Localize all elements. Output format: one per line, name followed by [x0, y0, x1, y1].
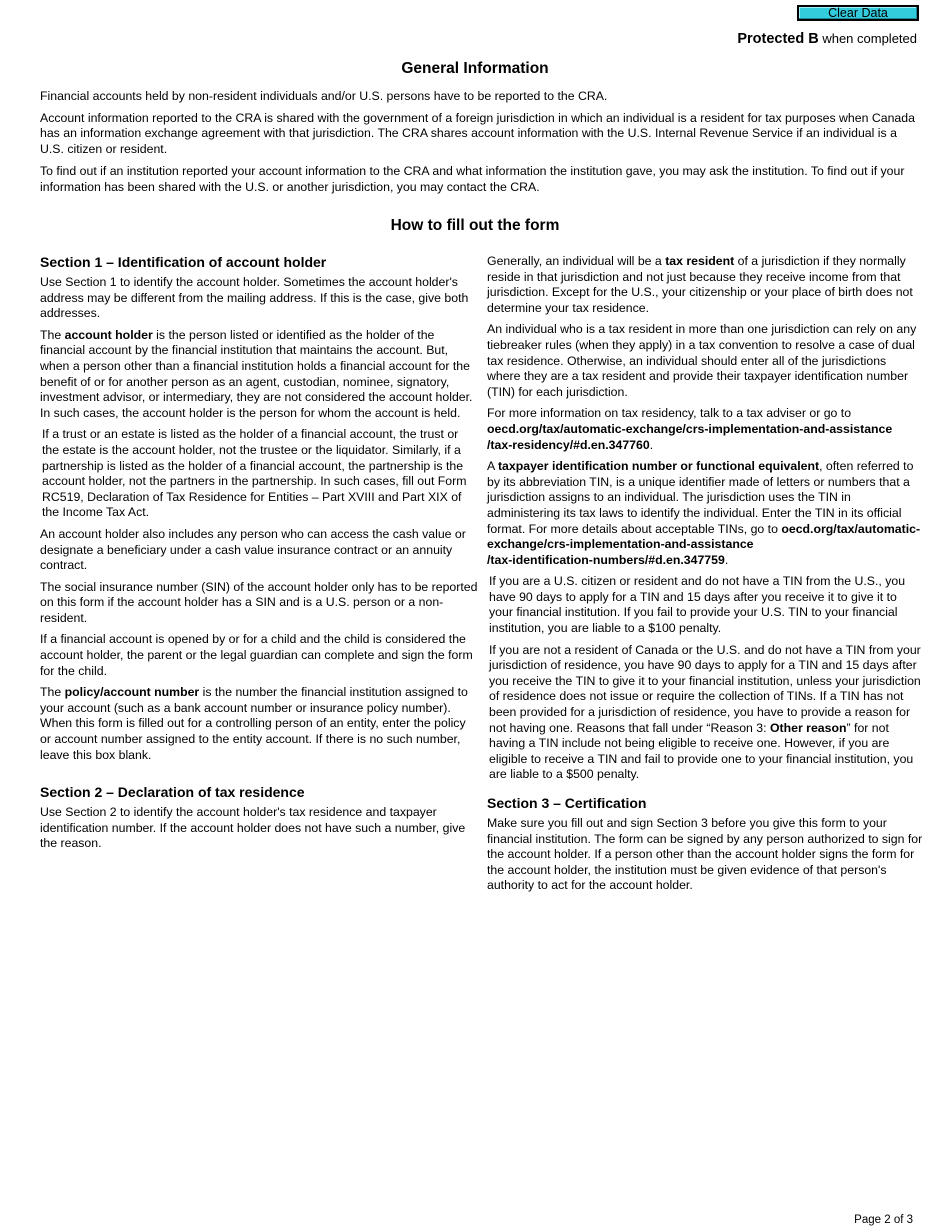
other-reason-term: Other reason: [769, 720, 847, 735]
text: If you are not a resident of Canada or the U.S. and do not have a TIN from your jurisdiction of residence, you have 90 days to apply for a TIN and 15 days after you receive the TIN to give it to your financial institution, unless your jurisdiction of residence does not issue or require the collection of TINs. If a TIN has not been provided for a jurisdiction of residence, you have to provide a reason for not having one. Reasons that fall under “Reason 3:: [489, 642, 921, 735]
general-paragraph: Financial accounts held by non-resident individuals and/or U.S. persons have to be reported to the CRA.: [40, 89, 608, 103]
section-3-paragraph: Make sure you fill out and sign Section 3 before you give this form to your financial institution. The form can be signed by any person authorized to sign for the account holder. If a person other than the account holder signs the form for the account holder, the institution must be given evidence of that person's authority to act for the account holder.: [487, 816, 923, 893]
left-column: [40, 254, 478, 858]
protected-b-notice: [737, 31, 917, 48]
text: is the number the financial institution assigned to your account (such as a bank account number or insurance policy number). When this form is filled out for a controlling person of an entity, enter the policy or account number assigned to the entity account. If there is no such number, leave this box blank.: [40, 685, 468, 762]
right-column: [487, 254, 923, 900]
text: is the person listed or identified as the holder of the financial account by the financial institution that maintains the account. But, when a person other than a financial institution holds a financial account for the benefit of or for another person as an agent, custodian, nominee, signatory, investment advisor, or intermediary, they are not considered the account holder. In such cases, the account holder is the person for whom the account is held.: [40, 327, 473, 420]
tin-term: taxpayer identification number or functional equivalent: [497, 459, 820, 474]
text: The: [40, 327, 65, 342]
policy-number-paragraph: [40, 685, 478, 763]
us-tin-penalty-paragraph: If you are a U.S. citizen or resident and do not have a TIN from the U.S., you have 90 days to apply for a TIN and 15 days after you receive it to give it to your financial institution. If you fail to provide your U.S. TIN to your financial institution, you are liable to a $100 penalty.: [489, 574, 906, 636]
general-information-title: General Information: [401, 60, 549, 77]
tax-residency-link[interactable]: oecd.org/tax/automatic-exchange/crs-implementation-and-assistance /tax-residency/#d.en.347760: [487, 421, 893, 452]
tax-resident-term: tax resident: [665, 254, 735, 268]
text: ” for not having a TIN include not being eligible to receive one. However, if you are eligible to receive a TIN and fail to provide one to your financial institution, you are liable to a $500 penalty.: [489, 720, 914, 782]
dual-residence-paragraph: An individual who is a tax resident in more than one jurisdiction can rely on any tiebreaker rules (when they apply) in a tax convention to resolve a case of dual tax residence. Otherwise, an individual should enter all of the jurisdictions where they are a tax resident and provide their taxpayer identification number (TIN) for each jurisdiction.: [487, 322, 917, 399]
text: .: [724, 552, 729, 567]
protected-suffix: when completed: [818, 31, 917, 46]
account-holder-paragraph: [40, 328, 478, 422]
tin-paragraph: [487, 459, 923, 568]
tin-link[interactable]: oecd.org/tax/automatic-exchange/crs-implementation-and-assistance /tax-identification-numbers/#d.en.347759: [487, 521, 921, 567]
clear-data-button[interactable]: Clear Data: [797, 5, 919, 21]
text: .: [649, 437, 654, 452]
policy-account-number-term: policy/account number: [64, 685, 200, 700]
text: of a jurisdiction if they normally reside in that jurisdiction and not just because they receive income from that jurisdiction. Except for the U.S., your citizenship or your place of birth does not determine your tax residence.: [487, 254, 913, 315]
text: Generally, an individual will be a: [487, 254, 666, 268]
text: The: [40, 685, 65, 700]
non-resident-tin-paragraph: [487, 643, 923, 783]
text: A: [487, 459, 498, 474]
text: For more information on tax residency, talk to a tax adviser or go to: [487, 406, 852, 421]
section-1-heading: Section 1 – Identification of account holder: [40, 254, 327, 270]
section-2-heading: Section 2 – Declaration of tax residence: [40, 784, 305, 801]
sin-paragraph: The social insurance number (SIN) of the account holder only has to be reported on this form if the account holder has a SIN and is a U.S. person or a non-resident.: [40, 579, 478, 625]
how-to-fill-title: How to fill out the form: [390, 217, 560, 234]
text: , often referred to by its abbreviation TIN, is a unique identifier made of letters or numbers that a jurisdiction assigns to an individual. The jurisdiction uses the TIN in administering its tax laws to identify the individual. Enter the TIN in its official format. For more details about acceptable TINs, go to: [487, 459, 914, 536]
section-2-paragraph: Use Section 2 to identify the account holder's tax residence and taxpayer identification number. If the account holder does not have such a number, give the reason.: [40, 805, 466, 851]
trust-estate-paragraph: If a trust or an estate is listed as the holder of a financial account, the trust or the estate is the account holder, not the trustee or the liquidator. Similarly, if a partnership is listed as the holder of a financial account, the partnership is the account holder, not the partners in the partnership. In such cases, fill out Form RC519, Declaration of Tax Residence for Entities – Part XVIII and Part XIX of the Income Tax Act.: [42, 427, 467, 520]
general-paragraph: Account information reported to the CRA is shared with the government of a foreign jurisdiction in which an individual is a resident for tax purposes when Canada has an information exchange agreement with that jurisdiction. The CRA shares account information with the U.S. Internal Revenue Service if an individual is a U.S. citizen or resident.: [40, 110, 915, 156]
protected-label: Protected B: [737, 31, 819, 47]
tax-residency-info-paragraph: [487, 406, 923, 453]
section-1-paragraph: Use Section 1 to identify the account holder. Sometimes the account holder's address may be different from the mailing address. If this is the case, give both addresses.: [40, 275, 469, 321]
child-account-paragraph: If a financial account is opened by or for a child and the child is considered the account holder, the parent or the legal guardian can complete and sign the form for the child.: [40, 632, 473, 678]
account-holder-term: account holder: [64, 327, 153, 342]
tax-resident-paragraph: [487, 254, 923, 316]
general-paragraph: To find out if an institution reported your account information to the CRA and what information the institution gave, you may ask the institution. To find out if your information has been shared with the U.S. or another jurisdiction, you may contact the CRA.: [40, 164, 905, 194]
general-information-body: [40, 89, 920, 202]
cash-value-paragraph: An account holder also includes any person who can access the cash value or designate a beneficiary under a cash value insurance contract or an annuity contract.: [40, 526, 466, 573]
section-3-heading: Section 3 – Certification: [487, 795, 647, 811]
page-number: Page 2 of 3: [854, 1214, 913, 1226]
